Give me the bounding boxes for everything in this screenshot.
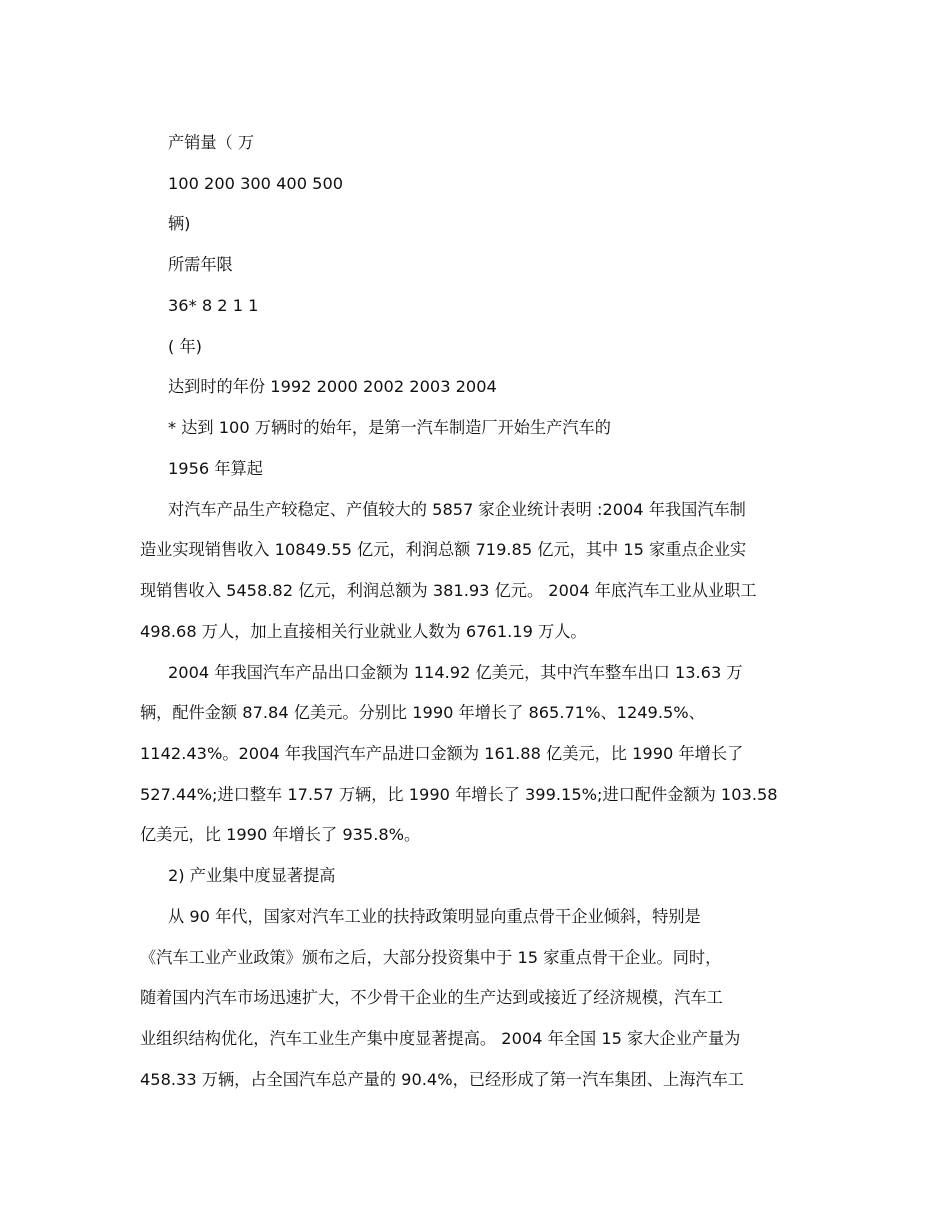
table-row-output-unit: 辆) (168, 214, 191, 233)
table-row-years-values: 36* 8 2 1 1 (168, 296, 259, 315)
paragraph-line: 从 90 年代，国家对汽车工业的扶持政策明显向重点骨干企业倾斜，特别是 (168, 907, 701, 926)
paragraph-line: 2004 年我国汽车产品出口金额为 114.92 亿美元，其中汽车整车出口 13.63 万 (168, 663, 743, 682)
paragraph-line: 随着国内汽车市场迅速扩大，不少骨干企业的生产达到或接近了经济规模，汽车工 (140, 988, 723, 1007)
table-row-years-label: 所需年限 (168, 255, 233, 274)
paragraph-line: 458.33 万辆，占全国汽车总产量的 90.4%，已经形成了第一汽车集团、上海汽车工 (140, 1070, 744, 1089)
table-row-output-values: 100 200 300 400 500 (168, 174, 344, 193)
table-row-years-unit: ( 年) (168, 337, 202, 356)
paragraph-line: 亿美元，比 1990 年增长了 935.8%。 (140, 825, 421, 844)
paragraph-line: 498.68 万人，加上直接相关行业就业人数为 6761.19 万人。 (140, 622, 587, 641)
table-footnote: * 达到 100 万辆时的始年，是第一汽车制造厂开始生产汽车的 (168, 418, 611, 437)
paragraph-line: 《汽车工业产业政策》颁布之后，大部分投资集中于 15 家重点骨干企业。同时， (140, 948, 722, 967)
paragraph-line: 业组织结构优化，汽车工业生产集中度显著提高。 2004 年全国 15 家大企业产量为 (140, 1029, 741, 1048)
paragraph-line: 现销售收入 5458.82 亿元，利润总额为 381.93 亿元。 2004 年底汽车工业从业职工 (140, 581, 757, 600)
table-row-reached-year: 达到时的年份 1992 2000 2002 2003 2004 (168, 377, 497, 396)
paragraph-line: 造业实现销售收入 10849.55 亿元，利润总额 719.85 亿元，其中 15 家重点企业实 (140, 540, 747, 559)
table-row-output-label: 产销量（ 万 (168, 133, 255, 152)
table-footnote-cont: 1956 年算起 (168, 459, 263, 478)
paragraph-line: 1142.43%。2004 年我国汽车产品进口金额为 161.88 亿美元，比 1990 年增长了 (140, 744, 744, 763)
paragraph-line: 527.44%;进口整车 17.57 万辆，比 1990 年增长了 399.15%;进口配件金额为 103.58 (140, 785, 778, 804)
paragraph-line: 对汽车产品生产较稳定、产值较大的 5857 家企业统计表明 :2004 年我国汽车制 (168, 500, 746, 519)
section-heading: 2) 产业集中度显著提高 (168, 866, 336, 885)
paragraph-line: 辆，配件金额 87.84 亿美元。分别比 1990 年增长了 865.71%、1249.5%、 (140, 703, 705, 722)
